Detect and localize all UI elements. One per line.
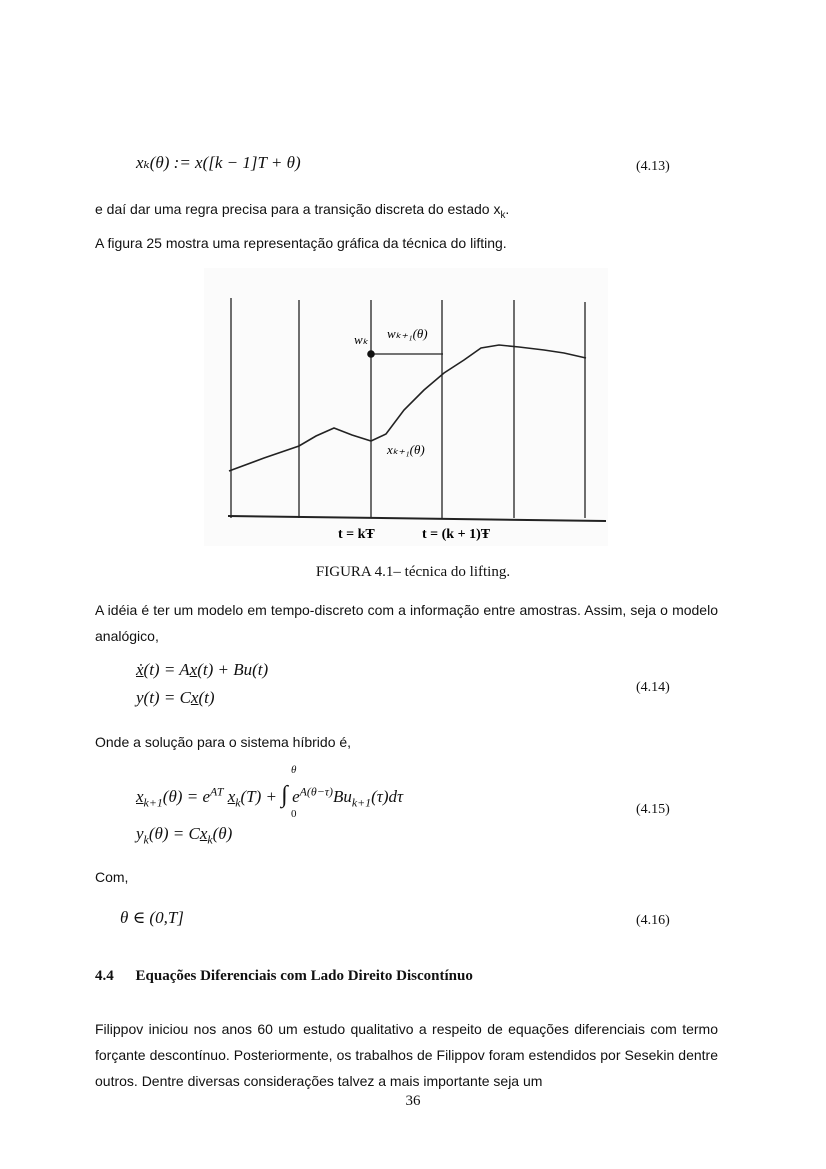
label-xk1: xₖ₊₁(θ) <box>387 442 425 457</box>
paragraph-solution-intro: Onde a solução para o sistema híbrido é, <box>95 734 352 750</box>
label-t-k1: t = (k + 1)Ŧ <box>422 527 491 542</box>
paragraph-text: e daí dar uma regra precisa para a transição discreta do estado x <box>95 201 501 217</box>
label-wk: wₖ <box>354 332 369 347</box>
equation-4-14-line-2: y(t) = Cx(t) <box>136 688 215 707</box>
equation-number-4-13: (4.13) <box>636 159 670 174</box>
paragraph-model-intro: A idéia é ter um modelo em tempo-discreto com a informação entre amostras. Assim, seja o modelo analógico, <box>95 602 718 644</box>
paragraph-filippov: Filippov iniciou nos anos 60 um estudo qualitativo a respeito de equações diferenciais com termo forçante descontínuo. Posteriormente, os trabalhos de Filippov foram estendidos por Sesekin dentre outros. Dentre diversas considerações talvez a mais importante seja um <box>95 1021 718 1089</box>
label-wk1: wₖ₊₁(θ) <box>387 326 428 341</box>
section-number: 4.4 <box>95 968 114 984</box>
paragraph-transition <box>95 196 718 229</box>
lifting-figure <box>204 268 608 546</box>
figure-caption: FIGURA 4.1– técnica do lifting. <box>315 564 511 580</box>
equation-4-15-line-2: $y_k(\theta) = Cx_k(\theta)$ <box>136 824 233 847</box>
equation-4-16: θ ∈ (0,T] <box>120 908 184 927</box>
subscript-k: k <box>500 209 506 221</box>
equation-4-14-line-1: ẋ(t) = Ax(t) + Bu(t) <box>136 660 269 679</box>
paragraph-figure-intro: A figura 25 mostra uma representação gráfica da técnica do lifting. <box>95 235 507 251</box>
equation-number-4-14: (4.14) <box>636 680 670 695</box>
sample-point <box>367 350 375 358</box>
equation-number-4-16: (4.16) <box>636 913 670 928</box>
section-heading <box>95 968 473 985</box>
equation-4-15-line-1: $x_{k+1}(\theta) = e^{AT}$ $x_k(T)$ + ∫ $e^{A(\theta-\tau)}Bu_{k+1}(\tau)d\tau$ <box>136 782 404 810</box>
period: . <box>505 201 510 217</box>
section-title: Equações Diferenciais com Lado Direito Discontínuo <box>135 968 473 984</box>
integral-upper-limit: θ <box>291 764 297 776</box>
paragraph-com: Com, <box>95 869 129 885</box>
label-t-k: t = kŦ <box>338 527 375 542</box>
equation-4-13: xₖ(θ) := x([k − 1]T + θ) <box>136 153 301 172</box>
integral-lower-limit: 0 <box>291 808 297 820</box>
page-number: 36 <box>405 1093 421 1109</box>
equation-number-4-15: (4.15) <box>636 802 670 817</box>
